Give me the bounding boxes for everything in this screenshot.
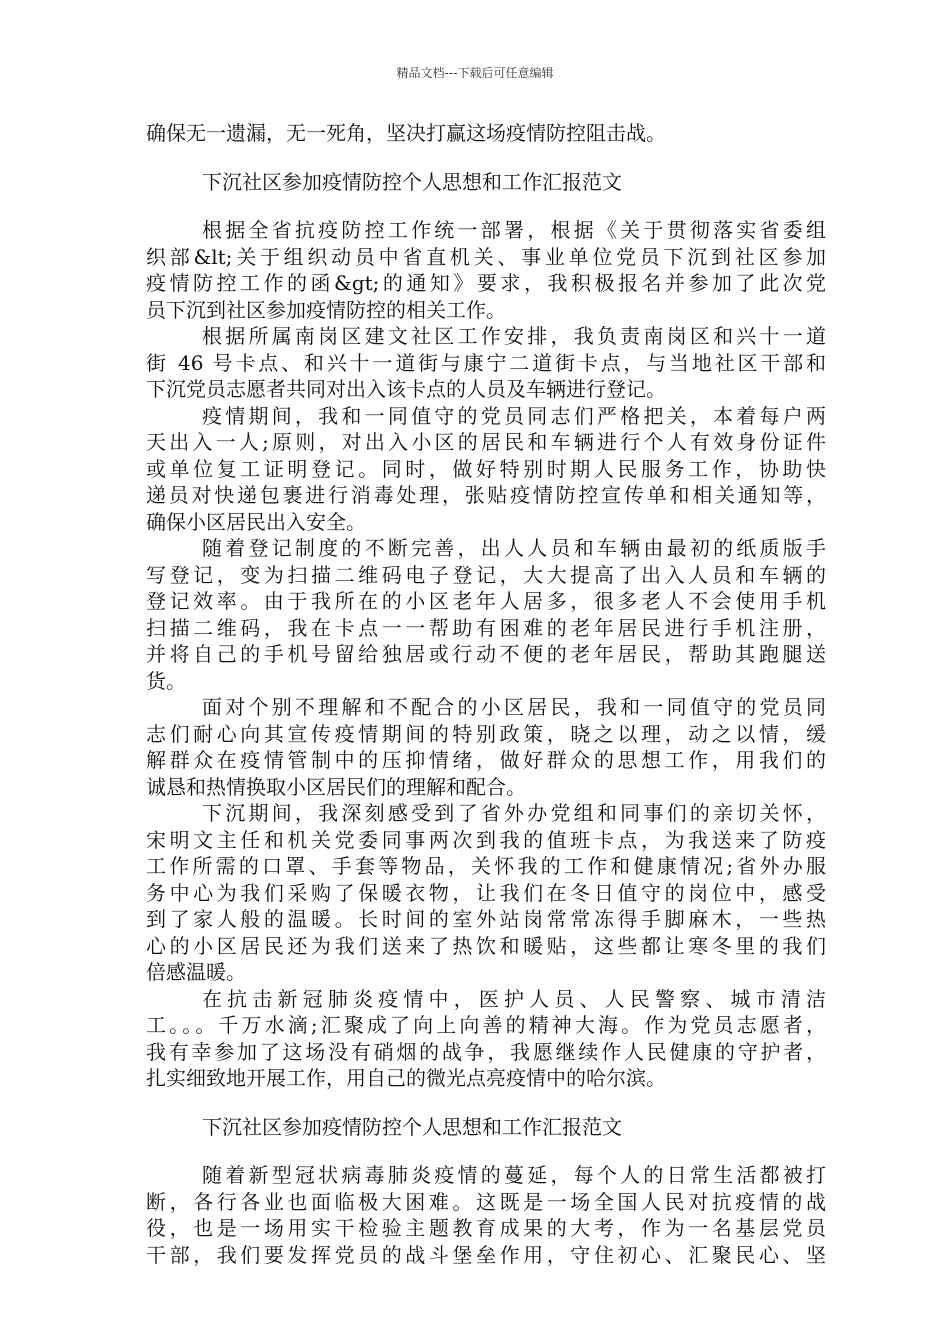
body-line: 断，各行各业也面临极大困难。这既是一场全国人民对抗疫情的战 <box>146 1189 826 1214</box>
paragraph <box>146 800 826 986</box>
body-line: 员下沉到社区参加疫情防控的相关工作。 <box>146 297 506 322</box>
paragraph <box>146 1162 826 1268</box>
paragraph <box>146 323 826 403</box>
body-line: 宋明文主任和机关党委同事两次到我的值班卡点，为我送来了防疫 <box>146 827 826 852</box>
body-line: 务中心为我们采购了保暖衣物，让我们在冬日值守的岗位中，感受 <box>146 880 826 905</box>
page-header: 精品文档---下载后可任意编辑 <box>396 66 554 80</box>
body-line: 街 46 号卡点、和兴十一道街与康宁二道街卡点，与当地社区干部和 <box>146 350 826 375</box>
body-line: 货。 <box>146 668 186 693</box>
body-line: 随着登记制度的不断完善，出人人员和车辆由最初的纸质版手 <box>202 536 826 560</box>
body-line: 确保小区居民出入安全。 <box>146 509 366 534</box>
body-line: 面对个别不理解和不配合的小区居民，我和一同值守的党员同 <box>202 695 826 719</box>
body-line: 确保无一遗漏，无一死角，坚决打赢这场疫情防控阻击战。 <box>146 121 666 145</box>
paragraph <box>146 217 826 323</box>
document-body <box>146 120 826 1268</box>
section-heading: 下沉社区参加疫情防控个人思想和工作汇报范文 <box>202 1114 622 1139</box>
body-line: 工作所需的口罩、手套等物品，关怀我的工作和健康情况;省外办服 <box>146 854 826 878</box>
body-line: 到了家人般的温暖。长时间的室外站岗常常冻得手脚麻木，一些热 <box>146 907 826 931</box>
paragraph <box>146 403 826 536</box>
body-line: 扫描二维码，我在卡点一一帮助有困难的老年居民进行手机注册， <box>146 615 826 640</box>
body-line: 写登记，变为扫描二维码电子登记，大大提高了出入人员和车辆的 <box>146 562 826 587</box>
body-line: 解群众在疫情管制中的压抑情绪，做好群众的思想工作，用我们的 <box>146 748 826 772</box>
body-line: 工。。。千万水滴;汇聚成了向上向善的精神大海。作为党员志愿者， <box>146 1013 826 1037</box>
section-heading: 下沉社区参加疫情防控个人思想和工作汇报范文 <box>202 169 622 194</box>
body-line: 志们耐心向其宣传疫情期间的特别政策，晓之以理，动之以情，缓 <box>146 721 826 746</box>
body-line: 下沉党员志愿者共同对出入该卡点的人员及车辆进行登记。 <box>146 377 666 401</box>
paragraph <box>146 986 826 1092</box>
body-line: 天出入一人;原则，对出入小区的居民和车辆进行个人有效身份证件 <box>146 430 826 454</box>
body-line: 干部，我们要发挥党员的战斗堡垒作用，守住初心、汇聚民心、坚 <box>146 1242 826 1267</box>
body-line: 登记效率。由于我所在的小区老年人居多，很多老人不会使用手机 <box>146 589 826 613</box>
body-line: 织部&lt;关于组织动员中省直机关、事业单位党员下沉到社区参加 <box>146 244 826 269</box>
body-line: 或单位复工证明登记。同时，做好特别时期人民服务工作，协助快 <box>146 456 826 481</box>
body-line: 下沉期间，我深刻感受到了省外办党组和同事们的亲切关怀， <box>202 801 826 825</box>
body-line: 役，也是一场用实干检验主题教育成果的大考，作为一名基层党员 <box>146 1216 826 1240</box>
body-line: 根据所属南岗区建文社区工作安排，我负责南岗区和兴十一道 <box>202 324 826 348</box>
body-line: 根据全省抗疫防控工作统一部署，根据《关于贯彻落实省委组 <box>202 218 826 242</box>
body-line: 随着新型冠状病毒肺炎疫情的蔓延，每个人的日常生活都被打 <box>202 1163 826 1187</box>
body-line: 我有幸参加了这场没有硝烟的战争，我愿继续作人民健康的守护者， <box>146 1039 826 1064</box>
body-line: 心的小区居民还为我们送来了热饮和暖贴，这些都让寒冬里的我们 <box>146 933 826 958</box>
body-line: 诚恳和热情换取小区居民们的理解和配合。 <box>146 774 526 799</box>
paragraph <box>146 535 826 694</box>
paragraph <box>146 694 826 800</box>
body-line: 并将自己的手机号留给独居或行动不便的老年居民，帮助其跑腿送 <box>146 642 826 666</box>
body-line: 在抗击新冠肺炎疫情中，医护人员、人民警察、城市清洁 <box>202 986 826 1011</box>
body-line: 疫情期间，我和一同值守的党员同志们严格把关，本着每户两 <box>202 403 826 428</box>
body-line: 倍感温暖。 <box>146 960 246 984</box>
body-line: 递员对快递包裹进行消毒处理，张贴疫情防控宣传单和相关通知等， <box>146 483 826 507</box>
body-line: 疫情防控工作的函&gt;的通知》要求，我积极报名并参加了此次党 <box>146 271 826 295</box>
body-line: 扎实细致地开展工作，用自己的微光点亮疫情中的哈尔滨。 <box>146 1066 666 1090</box>
